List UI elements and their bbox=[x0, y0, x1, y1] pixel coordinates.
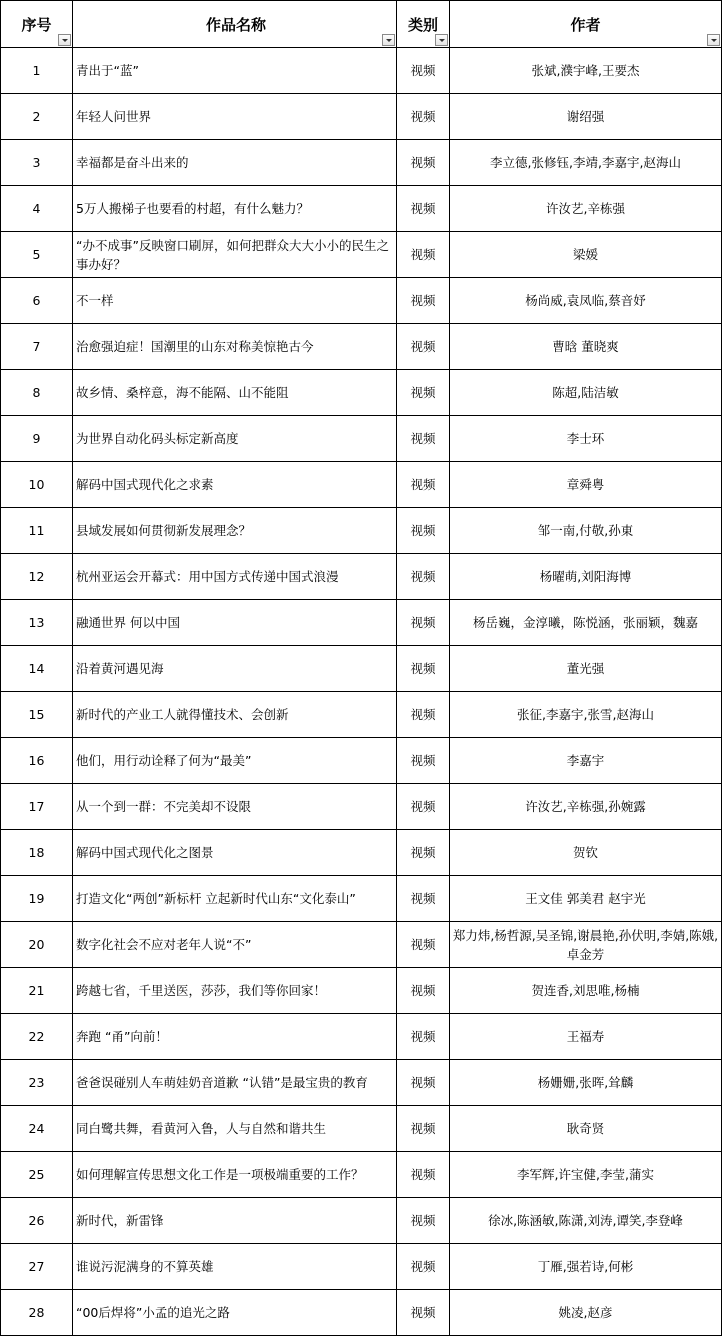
cell-title[interactable]: 为世界自动化码头标定新高度 bbox=[73, 416, 397, 462]
cell-title[interactable]: 他们，用行动诠释了何为“最美” bbox=[73, 738, 397, 784]
cell-author[interactable]: 李军辉,许宝健,李莹,蒲实 bbox=[450, 1152, 722, 1198]
cell-author[interactable]: 郑力炜,杨哲源,吴圣锦,谢晨艳,孙伏明,李婧,陈娥,卓金芳 bbox=[450, 922, 722, 968]
cell-index[interactable]: 19 bbox=[1, 876, 73, 922]
table-row bbox=[1, 1014, 722, 1060]
cell-author[interactable]: 许汝艺,辛栋强 bbox=[450, 186, 722, 232]
cell-author[interactable]: 李嘉宇 bbox=[450, 738, 722, 784]
table-row bbox=[1, 922, 722, 968]
cell-index[interactable]: 9 bbox=[1, 416, 73, 462]
table-row bbox=[1, 278, 722, 324]
table-row bbox=[1, 1106, 722, 1152]
chevron-down-icon bbox=[439, 39, 445, 42]
table-row bbox=[1, 324, 722, 370]
cell-author[interactable]: 丁雁,强若诗,何彬 bbox=[450, 1244, 722, 1290]
cell-category[interactable]: 视频 bbox=[397, 968, 450, 1014]
cell-author[interactable]: 贺连香,刘思唯,杨楠 bbox=[450, 968, 722, 1014]
cell-index[interactable]: 25 bbox=[1, 1152, 73, 1198]
table-row bbox=[1, 968, 722, 1014]
cell-category[interactable]: 视频 bbox=[397, 370, 450, 416]
cell-title[interactable]: 新时代的产业工人就得懂技术、会创新 bbox=[73, 692, 397, 738]
header-category bbox=[397, 1, 450, 48]
cell-author[interactable]: 杨姗姗,张晖,耸麟 bbox=[450, 1060, 722, 1106]
cell-index[interactable]: 8 bbox=[1, 370, 73, 416]
cell-index[interactable]: 24 bbox=[1, 1106, 73, 1152]
cell-category[interactable]: 视频 bbox=[397, 508, 450, 554]
table-row bbox=[1, 1152, 722, 1198]
cell-title[interactable]: 同白鹭共舞，看黄河入鲁，人与自然和谐共生 bbox=[73, 1106, 397, 1152]
cell-category[interactable]: 视频 bbox=[397, 922, 450, 968]
table-row bbox=[1, 738, 722, 784]
cell-index[interactable]: 4 bbox=[1, 186, 73, 232]
cell-title[interactable]: “00后焊将”小孟的追光之路 bbox=[73, 1290, 397, 1336]
cell-index[interactable]: 10 bbox=[1, 462, 73, 508]
cell-author[interactable]: 陈超,陆洁敏 bbox=[450, 370, 722, 416]
chevron-down-icon bbox=[62, 39, 68, 42]
cell-category[interactable]: 视频 bbox=[397, 94, 450, 140]
cell-title[interactable]: 不一样 bbox=[73, 278, 397, 324]
cell-author[interactable]: 杨曜萌,刘阳海博 bbox=[450, 554, 722, 600]
cell-index[interactable]: 14 bbox=[1, 646, 73, 692]
cell-title[interactable]: 幸福都是奋斗出来的 bbox=[73, 140, 397, 186]
header-row bbox=[1, 1, 722, 48]
cell-title[interactable]: 谁说污泥满身的不算英雄 bbox=[73, 1244, 397, 1290]
table-row bbox=[1, 876, 722, 922]
header-author-label: 作者 bbox=[570, 15, 601, 34]
cell-category[interactable]: 视频 bbox=[397, 646, 450, 692]
cell-category[interactable]: 视频 bbox=[397, 784, 450, 830]
cell-author[interactable]: 谢绍强 bbox=[450, 94, 722, 140]
header-category-label: 类别 bbox=[407, 15, 438, 34]
cell-category[interactable]: 视频 bbox=[397, 48, 450, 94]
cell-category[interactable]: 视频 bbox=[397, 738, 450, 784]
cell-title[interactable]: 如何理解宣传思想文化工作是一项极端重要的工作？ bbox=[73, 1152, 397, 1198]
cell-author[interactable]: 杨岳巍，金淳曦，陈悦涵，张丽颖，魏嘉 bbox=[450, 600, 722, 646]
cell-author[interactable]: 李立德,张修钰,李靖,李嘉宇,赵海山 bbox=[450, 140, 722, 186]
table-row bbox=[1, 416, 722, 462]
cell-title[interactable]: 沿着黄河遇见海 bbox=[73, 646, 397, 692]
cell-title[interactable]: 数字化社会不应对老年人说“不” bbox=[73, 922, 397, 968]
table-row bbox=[1, 1244, 722, 1290]
filter-dropdown-index[interactable] bbox=[58, 34, 71, 46]
header-index-label: 序号 bbox=[21, 15, 52, 34]
cell-index[interactable]: 6 bbox=[1, 278, 73, 324]
cell-title[interactable]: 打造文化“两创”新标杆 立起新时代山东“文化泰山” bbox=[73, 876, 397, 922]
header-title-label: 作品名称 bbox=[205, 15, 266, 34]
cell-category[interactable]: 视频 bbox=[397, 462, 450, 508]
chevron-down-icon bbox=[711, 39, 717, 42]
cell-category[interactable]: 视频 bbox=[397, 1290, 450, 1336]
filter-dropdown-title[interactable] bbox=[382, 34, 395, 46]
cell-author[interactable]: 徐冰,陈涵敏,陈潇,刘涛,谭笑,李登峰 bbox=[450, 1198, 722, 1244]
table-row bbox=[1, 784, 722, 830]
cell-index[interactable]: 16 bbox=[1, 738, 73, 784]
cell-category[interactable]: 视频 bbox=[397, 1152, 450, 1198]
cell-category[interactable]: 视频 bbox=[397, 232, 450, 278]
table-row bbox=[1, 232, 722, 278]
cell-category[interactable]: 视频 bbox=[397, 1244, 450, 1290]
cell-author[interactable]: 邹一南,付敬,孙東 bbox=[450, 508, 722, 554]
cell-index[interactable]: 22 bbox=[1, 1014, 73, 1060]
cell-index[interactable]: 28 bbox=[1, 1290, 73, 1336]
table-row bbox=[1, 94, 722, 140]
header-author bbox=[450, 1, 722, 48]
header-index bbox=[1, 1, 73, 48]
cell-title[interactable]: 杭州亚运会开幕式：用中国方式传递中国式浪漫 bbox=[73, 554, 397, 600]
cell-index[interactable]: 21 bbox=[1, 968, 73, 1014]
cell-index[interactable]: 5 bbox=[1, 232, 73, 278]
cell-index[interactable]: 18 bbox=[1, 830, 73, 876]
cell-category[interactable]: 视频 bbox=[397, 830, 450, 876]
cell-title[interactable]: 爸爸误碰别人车萌娃奶音道歉 “认错”是最宝贵的教育 bbox=[73, 1060, 397, 1106]
cell-category[interactable]: 视频 bbox=[397, 876, 450, 922]
cell-index[interactable]: 20 bbox=[1, 922, 73, 968]
cell-title[interactable]: 故乡情、桑梓意，海不能隔、山不能阻 bbox=[73, 370, 397, 416]
table-row bbox=[1, 508, 722, 554]
table-row bbox=[1, 646, 722, 692]
table-row bbox=[1, 1198, 722, 1244]
cell-category[interactable]: 视频 bbox=[397, 1060, 450, 1106]
cell-author[interactable]: 杨尚威,袁凤临,蔡音妤 bbox=[450, 278, 722, 324]
cell-index[interactable]: 26 bbox=[1, 1198, 73, 1244]
cell-index[interactable]: 15 bbox=[1, 692, 73, 738]
table-row bbox=[1, 692, 722, 738]
cell-category[interactable]: 视频 bbox=[397, 1106, 450, 1152]
cell-index[interactable]: 23 bbox=[1, 1060, 73, 1106]
cell-title[interactable]: 奔跑 “甬”向前！ bbox=[73, 1014, 397, 1060]
cell-category[interactable]: 视频 bbox=[397, 1014, 450, 1060]
table-row bbox=[1, 600, 722, 646]
table-row bbox=[1, 830, 722, 876]
cell-author[interactable]: 章舜粤 bbox=[450, 462, 722, 508]
filter-dropdown-category[interactable] bbox=[435, 34, 448, 46]
cell-index[interactable]: 2 bbox=[1, 94, 73, 140]
cell-title[interactable]: 治愈强迫症！国潮里的山东对称美惊艳古今 bbox=[73, 324, 397, 370]
cell-title[interactable]: 青出于“蓝” bbox=[73, 48, 397, 94]
cell-author[interactable]: 姚凌,赵彦 bbox=[450, 1290, 722, 1336]
cell-category[interactable]: 视频 bbox=[397, 600, 450, 646]
cell-title[interactable]: “办不成事”反映窗口刷屏，如何把群众大大小小的民生之事办好？ bbox=[73, 232, 397, 278]
cell-index[interactable]: 12 bbox=[1, 554, 73, 600]
header-title bbox=[73, 1, 397, 48]
table-row bbox=[1, 1290, 722, 1336]
cell-category[interactable]: 视频 bbox=[397, 692, 450, 738]
cell-title[interactable]: 从一个到一群：不完美却不设限 bbox=[73, 784, 397, 830]
cell-author[interactable]: 曹晗 董晓爽 bbox=[450, 324, 722, 370]
cell-author[interactable]: 董光强 bbox=[450, 646, 722, 692]
cell-author[interactable]: 王文佳 郭美君 赵宇光 bbox=[450, 876, 722, 922]
cell-title[interactable]: 解码中国式现代化之图景 bbox=[73, 830, 397, 876]
cell-author[interactable]: 许汝艺,辛栋强,孙婉露 bbox=[450, 784, 722, 830]
cell-index[interactable]: 17 bbox=[1, 784, 73, 830]
cell-author[interactable]: 贺钦 bbox=[450, 830, 722, 876]
table-row bbox=[1, 462, 722, 508]
cell-title[interactable]: 县域发展如何贯彻新发展理念？ bbox=[73, 508, 397, 554]
cell-title[interactable]: 5万人搬梯子也要看的村超，有什么魅力？ bbox=[73, 186, 397, 232]
cell-author[interactable]: 张征,李嘉宇,张雪,赵海山 bbox=[450, 692, 722, 738]
filter-dropdown-author[interactable] bbox=[707, 34, 720, 46]
table-row bbox=[1, 140, 722, 186]
cell-author[interactable]: 王福寿 bbox=[450, 1014, 722, 1060]
chevron-down-icon bbox=[386, 39, 392, 42]
table-row bbox=[1, 554, 722, 600]
cell-index[interactable]: 11 bbox=[1, 508, 73, 554]
cell-category[interactable]: 视频 bbox=[397, 1198, 450, 1244]
cell-category[interactable]: 视频 bbox=[397, 278, 450, 324]
cell-category[interactable]: 视频 bbox=[397, 416, 450, 462]
cell-author[interactable]: 张斌,濮宇峰,王要杰 bbox=[450, 48, 722, 94]
cell-title[interactable]: 年轻人问世界 bbox=[73, 94, 397, 140]
cell-index[interactable]: 3 bbox=[1, 140, 73, 186]
cell-index[interactable]: 7 bbox=[1, 324, 73, 370]
cell-title[interactable]: 解码中国式现代化之求素 bbox=[73, 462, 397, 508]
cell-title[interactable]: 新时代，新雷锋 bbox=[73, 1198, 397, 1244]
cell-title[interactable]: 跨越七省，千里送医，莎莎，我们等你回家！ bbox=[73, 968, 397, 1014]
cell-category[interactable]: 视频 bbox=[397, 324, 450, 370]
cell-index[interactable]: 27 bbox=[1, 1244, 73, 1290]
cell-author[interactable]: 梁媛 bbox=[450, 232, 722, 278]
cell-title[interactable]: 融通世界 何以中国 bbox=[73, 600, 397, 646]
table-row bbox=[1, 1060, 722, 1106]
table-row bbox=[1, 370, 722, 416]
cell-category[interactable]: 视频 bbox=[397, 140, 450, 186]
cell-author[interactable]: 耿奇贤 bbox=[450, 1106, 722, 1152]
cell-category[interactable]: 视频 bbox=[397, 554, 450, 600]
cell-category[interactable]: 视频 bbox=[397, 186, 450, 232]
cell-author[interactable]: 李士环 bbox=[450, 416, 722, 462]
cell-index[interactable]: 13 bbox=[1, 600, 73, 646]
cell-index[interactable]: 1 bbox=[1, 48, 73, 94]
table-row bbox=[1, 186, 722, 232]
table-row bbox=[1, 48, 722, 94]
